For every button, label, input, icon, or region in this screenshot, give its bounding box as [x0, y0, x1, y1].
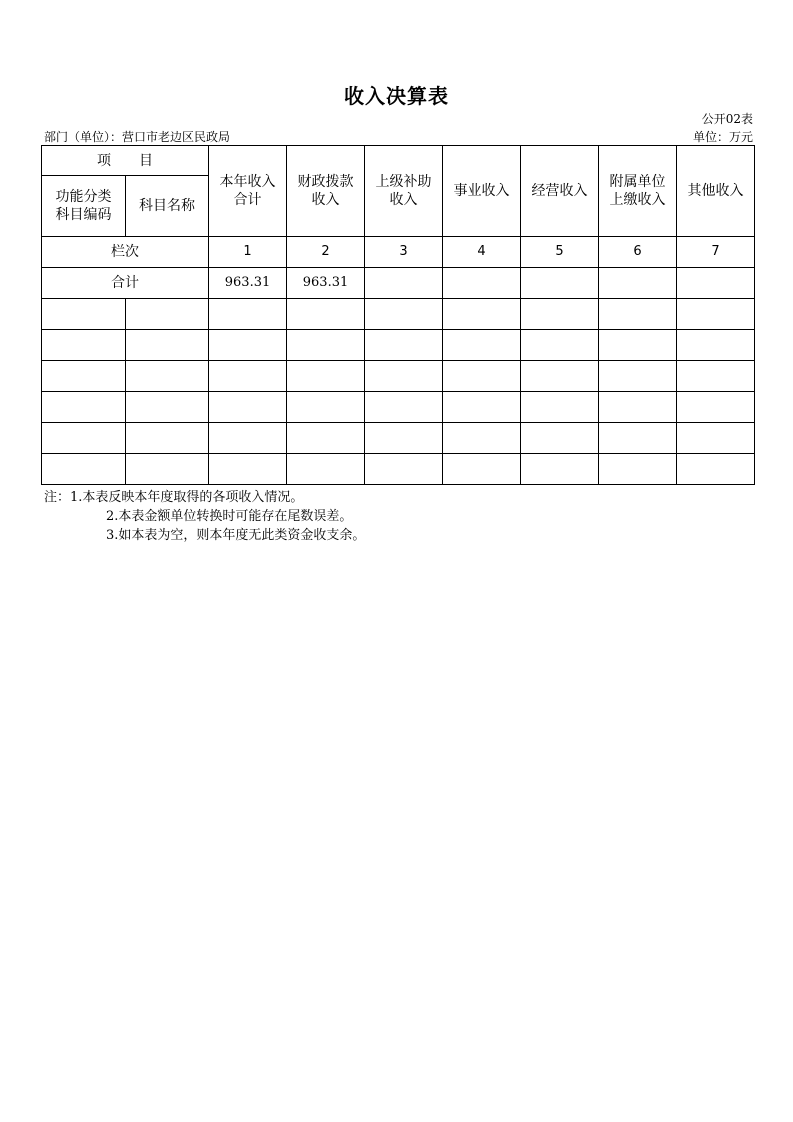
form-number: 公开02表: [701, 112, 753, 126]
table-cell: [443, 454, 521, 485]
table-cell: [209, 392, 287, 423]
header-row-project: [42, 146, 755, 176]
total-value: [443, 268, 521, 299]
table-cell: [42, 392, 126, 423]
table-cell: [521, 330, 599, 361]
table-cell: [287, 330, 365, 361]
table-row: [42, 330, 755, 361]
total-value: [365, 268, 443, 299]
header-subject-name: 科目名称: [126, 176, 209, 237]
table-cell: [521, 299, 599, 330]
table-cell: [677, 392, 755, 423]
table-cell: [42, 299, 126, 330]
table-cell: [599, 423, 677, 454]
table-cell: [209, 361, 287, 392]
total-value: 963.31: [287, 268, 365, 299]
column-number: 1: [209, 237, 287, 268]
table-row: [42, 361, 755, 392]
table-cell: [126, 299, 209, 330]
table-cell: [126, 392, 209, 423]
note-item: 3.如本表为空，则本年度无此类资金收支余。: [106, 528, 366, 543]
note-item: 1.本表反映本年度取得的各项收入情况。: [70, 490, 304, 505]
note-line-2: [44, 507, 365, 526]
unit-label: 单位：万元: [692, 130, 753, 144]
table-cell: [677, 454, 755, 485]
table-cell: [126, 454, 209, 485]
income-table: [41, 145, 755, 485]
column-number: 2: [287, 237, 365, 268]
table-cell: [521, 361, 599, 392]
table-cell: [677, 423, 755, 454]
table-cell: [599, 454, 677, 485]
table-cell: [443, 392, 521, 423]
table-cell: [126, 423, 209, 454]
table-cell: [42, 454, 126, 485]
table-cell: [599, 361, 677, 392]
header-col-2-label: 财政拨款收入: [297, 174, 354, 208]
column-number: 7: [677, 237, 755, 268]
page-title: 收入决算表: [344, 84, 449, 108]
total-value: [599, 268, 677, 299]
table-cell: [365, 423, 443, 454]
total-label: 合计: [42, 268, 209, 299]
total-value: 963.31: [209, 268, 287, 299]
header-project: 项 目: [42, 146, 209, 176]
header-col-5: [521, 146, 599, 237]
table-row: [42, 423, 755, 454]
table-cell: [287, 299, 365, 330]
table-cell: [365, 392, 443, 423]
table-cell: [365, 299, 443, 330]
header-col-3-label: 上级补助收入: [375, 174, 432, 208]
total-value: [677, 268, 755, 299]
column-number: 6: [599, 237, 677, 268]
total-value: [521, 268, 599, 299]
header-col-7-label: 其他收入: [687, 183, 744, 199]
column-index-row: [42, 237, 755, 268]
table-cell: [287, 454, 365, 485]
table-cell: [209, 299, 287, 330]
header-col-7: [677, 146, 755, 237]
table-cell: [42, 361, 126, 392]
table-cell: [209, 454, 287, 485]
column-number: 3: [365, 237, 443, 268]
header-col-4-label: 事业收入: [453, 183, 510, 199]
column-number: 5: [521, 237, 599, 268]
table-cell: [677, 361, 755, 392]
table-row: [42, 454, 755, 485]
header-func-code-label: 功能分类科目编码: [55, 189, 112, 223]
header-col-6: [599, 146, 677, 237]
table-cell: [365, 361, 443, 392]
header-col-5-label: 经营收入: [531, 183, 588, 199]
header-col-3: [365, 146, 443, 237]
table-cell: [287, 423, 365, 454]
table-cell: [677, 330, 755, 361]
table-cell: [521, 454, 599, 485]
table-row: [42, 299, 755, 330]
table-cell: [443, 423, 521, 454]
notes-prefix: 注：: [44, 490, 71, 505]
table-cell: [287, 392, 365, 423]
table-cell: [209, 423, 287, 454]
table-cell: [42, 423, 126, 454]
table-cell: [443, 361, 521, 392]
total-row: [42, 268, 755, 299]
table-row: [42, 392, 755, 423]
table-cell: [599, 330, 677, 361]
table-cell: [365, 454, 443, 485]
header-col-2: [287, 146, 365, 237]
note-line-1: [44, 488, 365, 507]
table-cell: [287, 361, 365, 392]
table-cell: [42, 330, 126, 361]
header-func-code: [42, 176, 126, 237]
table-cell: [599, 299, 677, 330]
department-label: 部门（单位）：营口市老边区民政局: [44, 130, 231, 144]
note-line-3: [44, 526, 365, 545]
table-cell: [521, 423, 599, 454]
table-cell: [126, 361, 209, 392]
table-cell: [365, 330, 443, 361]
table-cell: [443, 330, 521, 361]
table-cell: [443, 299, 521, 330]
notes: [44, 488, 365, 545]
header-col-4: [443, 146, 521, 237]
table-cell: [521, 392, 599, 423]
table-cell: [126, 330, 209, 361]
column-number: 4: [443, 237, 521, 268]
table-cell: [599, 392, 677, 423]
table-cell: [209, 330, 287, 361]
header-col-6-label: 附属单位上缴收入: [609, 174, 666, 208]
table-cell: [677, 299, 755, 330]
column-index-label: 栏次: [42, 237, 209, 268]
header-col-1-label: 本年收入合计: [219, 174, 276, 208]
note-item: 2.本表金额单位转换时可能存在尾数误差。: [106, 509, 353, 524]
header-col-1: [209, 146, 287, 237]
